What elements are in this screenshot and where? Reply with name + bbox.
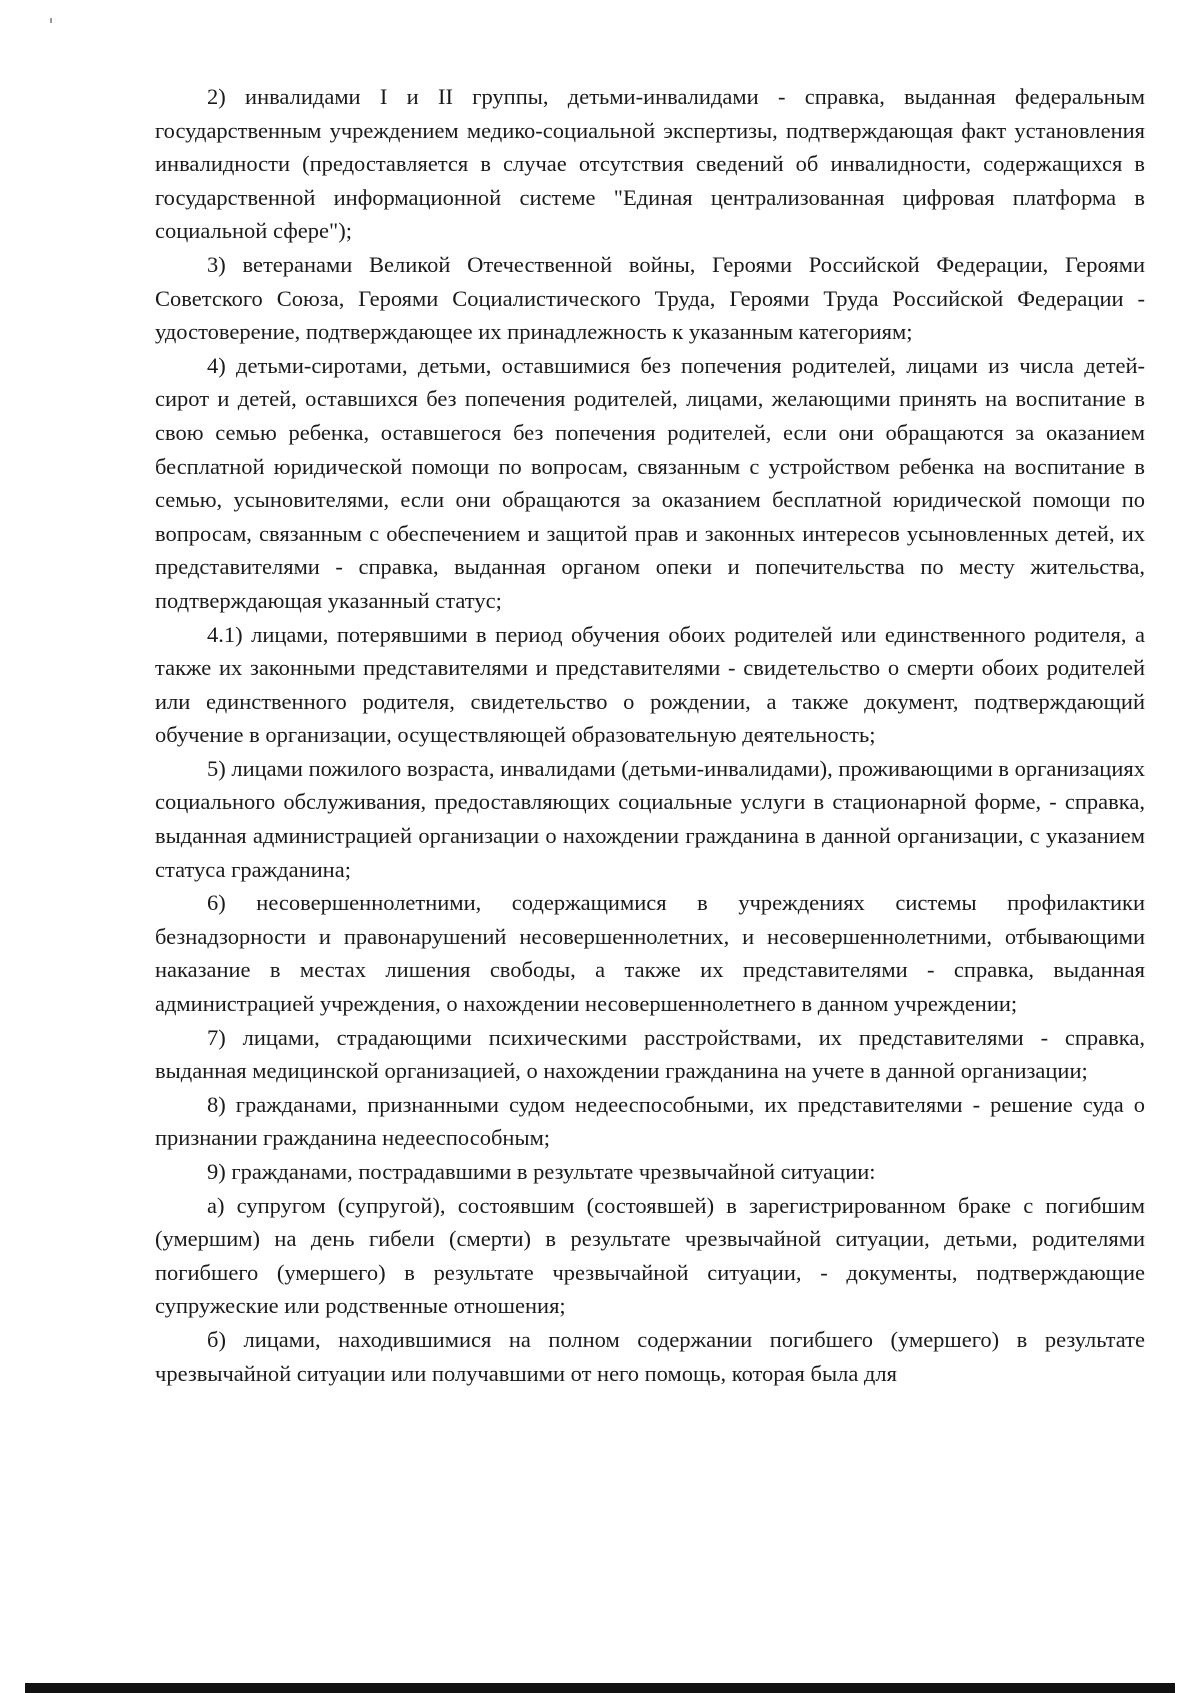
document-body xyxy=(155,80,1145,1390)
paragraph-item-7: 7) лицами, страдающими психическими расстройствами, их представителями - справка, выданная медицинской организацией, о нахождении гражданина на учете в данной организации; xyxy=(155,1024,1145,1084)
paragraph-item-9: 9) гражданами, пострадавшими в результате чрезвычайной ситуации: xyxy=(207,1159,876,1184)
paragraph-subitem-a: а) супругом (супругой), состоявшим (состоявшей) в зарегистрированном браке с погибшим (умершим) на день гибели (смерти) в результате чрезвычайной ситуации, детьми, родителями погибшего (умершего) в результате чрезвычайной ситуации, - документы, подтверждающие супружеские или родственные отношения; xyxy=(155,1192,1145,1319)
paragraph-item-4-1: 4.1) лицами, потерявшими в период обучения обоих родителей или единственного родителя, а также их законными представителями и представителями - свидетельство о смерти обоих родителей или единственного родителя, свидетельство о рождении, а также документ, подтверждающий обучение в организации, осуществляющей образовательную деятельность; xyxy=(155,621,1145,748)
paragraph-item-8: 8) гражданами, признанными судом недееспособными, их представителями - решение суда о признании гражданина недееспособным; xyxy=(155,1091,1145,1151)
paragraph-subitem-b: б) лицами, находившимися на полном содержании погибшего (умершего) в результате чрезвычайной ситуации или получавшими от него помощь, которая была для xyxy=(155,1326,1145,1386)
paragraph-item-5: 5) лицами пожилого возраста, инвалидами (детьми-инвалидами), проживающими в организациях социального обслуживания, предоставляющих социальные услуги в стационарной форме, - справка, выданная администрацией организации о нахождении гражданина в данной организации, с указанием статуса гражданина; xyxy=(155,755,1145,882)
scan-speck xyxy=(50,18,52,23)
page-bottom-rule xyxy=(25,1683,1175,1693)
paragraph-item-6: 6) несовершеннолетними, содержащимися в учреждениях системы профилактики безнадзорности и правонарушений несовершеннолетних, и несовершеннолетними, отбывающими наказание в местах лишения свободы, а также их представителями - справка, выданная администрацией учреждения, о нахождении несовершеннолетнего в данном учреждении; xyxy=(155,890,1145,1017)
paragraph-item-4: 4) детьми-сиротами, детьми, оставшимися без попечения родителей, лицами из числа детей-сирот и детей, оставшихся без попечения родителей, лицами, желающими принять на воспитание в свою семью ребенка, оставшегося без попечения родителей, если они обращаются за оказанием бесплатной юридической помощи по вопросам, связанным с устройством ребенка на воспитание в семью, усыновителями, если они обращаются за оказанием бесплатной юридической помощи по вопросам, связанным с обеспечением и защитой прав и законных интересов усыновленных детей, их представителями - справка, выданная органом опеки и попечительства по месту жительства, подтверждающая указанный статус; xyxy=(155,352,1145,613)
paragraph-item-2: 2) инвалидами I и II группы, детьми-инвалидами - справка, выданная федеральным государственным учреждением медико-социальной экспертизы, подтверждающая факт установления инвалидности (предоставляется в случае отсутствия сведений об инвалидности, содержащихся в государственной информационной системе "Единая централизованная цифровая платформа в социальной сфере"); xyxy=(155,84,1145,244)
paragraph-item-3: 3) ветеранами Великой Отечественной войны, Героями Российской Федерации, Героями Советского Союза, Героями Социалистического Труда, Героями Труда Российской Федерации - удостоверение, подтверждающее их принадлежность к указанным категориям; xyxy=(155,251,1145,345)
